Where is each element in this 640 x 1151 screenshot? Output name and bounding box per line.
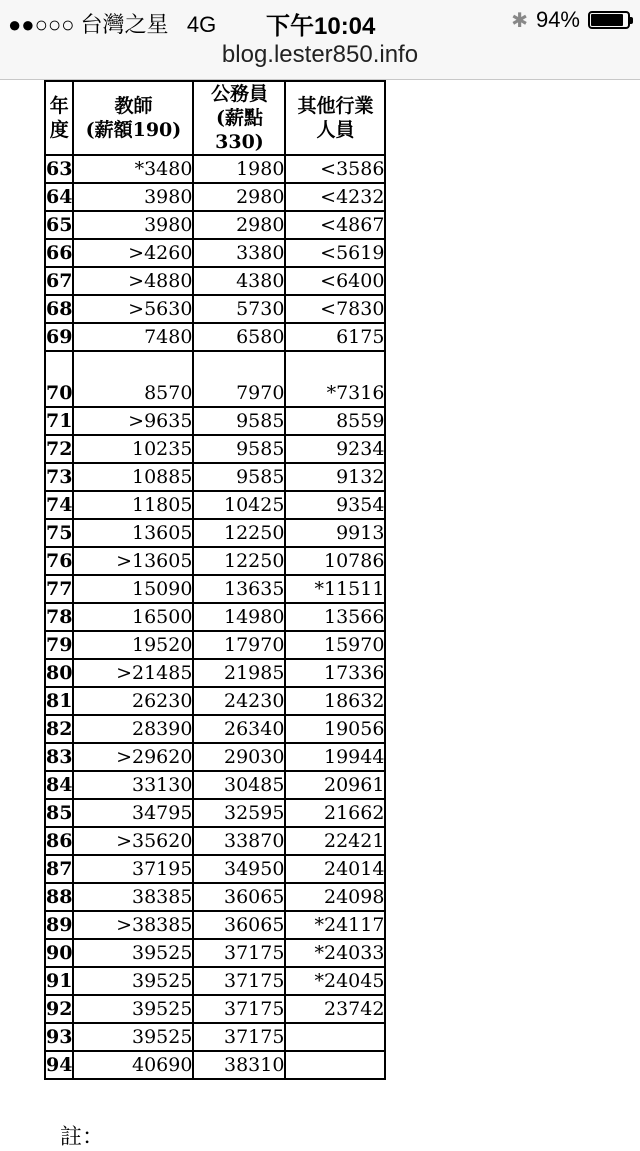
status-right	[511, 7, 630, 33]
address-bar[interactable]	[0, 40, 640, 80]
cell-year: 88	[45, 883, 73, 911]
clock: 下午10:04	[266, 13, 376, 40]
table-row	[45, 967, 385, 995]
cell-year: 90	[45, 939, 73, 967]
cell-year: 86	[45, 827, 73, 855]
cell-other	[285, 1023, 385, 1051]
cell-teacher: 11805	[73, 491, 193, 519]
cell-civil: 12250	[193, 547, 285, 575]
cell-other: 24014	[285, 855, 385, 883]
cell-civil: 36065	[193, 883, 285, 911]
cell-teacher: *3480	[73, 155, 193, 183]
page-content	[0, 80, 640, 1150]
battery-icon	[588, 11, 630, 29]
header-civil-line2: (薪點330)	[215, 107, 264, 153]
cell-teacher: 10885	[73, 463, 193, 491]
table-row	[45, 631, 385, 659]
cell-teacher: >4880	[73, 267, 193, 295]
table-row	[45, 491, 385, 519]
cell-other: 9354	[285, 491, 385, 519]
cell-teacher: 15090	[73, 575, 193, 603]
cell-teacher: 7480	[73, 323, 193, 351]
cell-civil: 30485	[193, 771, 285, 799]
cell-teacher: 16500	[73, 603, 193, 631]
cell-teacher: 37195	[73, 855, 193, 883]
cell-year: 85	[45, 799, 73, 827]
cell-civil: 34950	[193, 855, 285, 883]
table-row	[45, 1023, 385, 1051]
header-teacher	[73, 81, 193, 155]
table-row	[45, 1051, 385, 1079]
cell-civil: 37175	[193, 967, 285, 995]
cell-year: 79	[45, 631, 73, 659]
cell-year: 63	[45, 155, 73, 183]
cell-other: 15970	[285, 631, 385, 659]
header-teacher-line2: (薪額190)	[85, 119, 182, 141]
cell-civil: 37175	[193, 939, 285, 967]
cell-other	[285, 1051, 385, 1079]
table-row	[45, 351, 385, 407]
table-row	[45, 239, 385, 267]
cell-teacher: 3980	[73, 211, 193, 239]
carrier-signal	[8, 8, 216, 39]
cell-year: 77	[45, 575, 73, 603]
cell-year: 74	[45, 491, 73, 519]
cell-year: 70	[45, 351, 73, 407]
cell-civil: 9585	[193, 463, 285, 491]
table-row	[45, 771, 385, 799]
cell-civil: 3380	[193, 239, 285, 267]
table-row	[45, 519, 385, 547]
cell-teacher: >9635	[73, 407, 193, 435]
table-row	[45, 155, 385, 183]
cell-teacher: 34795	[73, 799, 193, 827]
table-row	[45, 603, 385, 631]
cell-other: *11511	[285, 575, 385, 603]
cell-teacher: 38385	[73, 883, 193, 911]
table-row	[45, 799, 385, 827]
table-row	[45, 547, 385, 575]
cell-year: 89	[45, 911, 73, 939]
cell-civil: 5730	[193, 295, 285, 323]
cell-other: 8559	[285, 407, 385, 435]
cell-other: *24045	[285, 967, 385, 995]
url-text[interactable]: blog.lester850.info	[221, 41, 419, 68]
cell-other: <3586	[285, 155, 385, 183]
cell-teacher: 39525	[73, 1023, 193, 1051]
cell-teacher: >29620	[73, 743, 193, 771]
cell-other: <4232	[285, 183, 385, 211]
cell-teacher: 26230	[73, 687, 193, 715]
cell-year: 73	[45, 463, 73, 491]
table-row	[45, 659, 385, 687]
cell-year: 84	[45, 771, 73, 799]
cell-civil: 32595	[193, 799, 285, 827]
table-row	[45, 715, 385, 743]
cell-year: 75	[45, 519, 73, 547]
cell-civil: 17970	[193, 631, 285, 659]
cell-other: 19944	[285, 743, 385, 771]
cell-year: 69	[45, 323, 73, 351]
cell-civil: 14980	[193, 603, 285, 631]
battery-percent: 94%	[535, 7, 580, 32]
table-row	[45, 995, 385, 1023]
table-row	[45, 827, 385, 855]
cell-year: 94	[45, 1051, 73, 1079]
cell-year: 67	[45, 267, 73, 295]
cell-year: 87	[45, 855, 73, 883]
table-row	[45, 855, 385, 883]
cell-other: 6175	[285, 323, 385, 351]
cell-other: <6400	[285, 267, 385, 295]
cell-teacher: 8570	[73, 351, 193, 407]
cell-civil: 6580	[193, 323, 285, 351]
cell-other: *24117	[285, 911, 385, 939]
table-row	[45, 267, 385, 295]
cell-civil: 12250	[193, 519, 285, 547]
table-row	[45, 323, 385, 351]
header-year: 年度	[45, 81, 73, 155]
cell-civil: 33870	[193, 827, 285, 855]
cell-teacher: 10235	[73, 435, 193, 463]
cell-other: 21662	[285, 799, 385, 827]
cell-teacher: 13605	[73, 519, 193, 547]
bluetooth-icon: ✱	[511, 9, 528, 32]
cell-teacher: 28390	[73, 715, 193, 743]
cell-other: 20961	[285, 771, 385, 799]
table-row	[45, 911, 385, 939]
cell-civil: 4380	[193, 267, 285, 295]
table-row	[45, 211, 385, 239]
header-civil	[193, 81, 285, 155]
cell-other: 17336	[285, 659, 385, 687]
cell-other: *7316	[285, 351, 385, 407]
table-row	[45, 407, 385, 435]
cell-civil: 2980	[193, 211, 285, 239]
cell-civil: 1980	[193, 155, 285, 183]
cell-year: 82	[45, 715, 73, 743]
table-row	[45, 743, 385, 771]
cell-other: *24033	[285, 939, 385, 967]
cell-civil: 9585	[193, 435, 285, 463]
cell-other: 9234	[285, 435, 385, 463]
cell-year: 83	[45, 743, 73, 771]
table-row	[45, 575, 385, 603]
cell-year: 93	[45, 1023, 73, 1051]
battery-level	[591, 14, 623, 26]
cell-year: 64	[45, 183, 73, 211]
status-bar	[0, 0, 640, 40]
header-teacher-line1: 教師	[114, 95, 153, 117]
cell-teacher: >38385	[73, 911, 193, 939]
cell-civil: 26340	[193, 715, 285, 743]
cell-other: 9132	[285, 463, 385, 491]
footnote: 註：	[60, 1125, 105, 1150]
cell-other: 23742	[285, 995, 385, 1023]
cell-teacher: 39525	[73, 939, 193, 967]
cell-other: 24098	[285, 883, 385, 911]
cell-civil: 38310	[193, 1051, 285, 1079]
cell-year: 76	[45, 547, 73, 575]
carrier-label: ●●○○○ 台灣之星	[8, 12, 169, 37]
cell-civil: 37175	[193, 995, 285, 1023]
cell-teacher: >4260	[73, 239, 193, 267]
cell-year: 92	[45, 995, 73, 1023]
cell-teacher: 39525	[73, 967, 193, 995]
cell-teacher: 19520	[73, 631, 193, 659]
header-other-line1: 其他行業	[297, 95, 374, 117]
cell-teacher: >5630	[73, 295, 193, 323]
cell-civil: 36065	[193, 911, 285, 939]
header-other-line2: 人員	[316, 119, 355, 141]
cell-teacher: >35620	[73, 827, 193, 855]
table-row	[45, 687, 385, 715]
cell-civil: 29030	[193, 743, 285, 771]
cell-year: 71	[45, 407, 73, 435]
cell-other: 19056	[285, 715, 385, 743]
cell-other: 18632	[285, 687, 385, 715]
cell-civil: 2980	[193, 183, 285, 211]
cell-year: 72	[45, 435, 73, 463]
table-row	[45, 939, 385, 967]
cell-year: 68	[45, 295, 73, 323]
cell-civil: 13635	[193, 575, 285, 603]
table-row	[45, 883, 385, 911]
table-row	[45, 463, 385, 491]
cell-teacher: 3980	[73, 183, 193, 211]
cell-civil: 24230	[193, 687, 285, 715]
cell-teacher: 33130	[73, 771, 193, 799]
cell-other: 9913	[285, 519, 385, 547]
cell-year: 66	[45, 239, 73, 267]
table-row	[45, 295, 385, 323]
cell-civil: 7970	[193, 351, 285, 407]
cell-teacher: >13605	[73, 547, 193, 575]
header-civil-line1: 公務員	[210, 83, 268, 105]
header-other	[285, 81, 385, 155]
cell-teacher: >21485	[73, 659, 193, 687]
cell-year: 91	[45, 967, 73, 995]
cell-teacher: 40690	[73, 1051, 193, 1079]
network-label: 4G	[186, 12, 217, 37]
salary-table	[44, 80, 386, 1080]
table-row	[45, 435, 385, 463]
cell-civil: 37175	[193, 1023, 285, 1051]
cell-other: 22421	[285, 827, 385, 855]
cell-year: 65	[45, 211, 73, 239]
cell-other: <7830	[285, 295, 385, 323]
cell-teacher: 39525	[73, 995, 193, 1023]
cell-year: 78	[45, 603, 73, 631]
cell-other: <5619	[285, 239, 385, 267]
cell-civil: 21985	[193, 659, 285, 687]
table-body	[45, 155, 385, 1079]
table-header-row	[45, 81, 385, 155]
cell-other: <4867	[285, 211, 385, 239]
cell-other: 10786	[285, 547, 385, 575]
cell-year: 80	[45, 659, 73, 687]
cell-civil: 9585	[193, 407, 285, 435]
table-row	[45, 183, 385, 211]
cell-other: 13566	[285, 603, 385, 631]
cell-civil: 10425	[193, 491, 285, 519]
cell-year: 81	[45, 687, 73, 715]
